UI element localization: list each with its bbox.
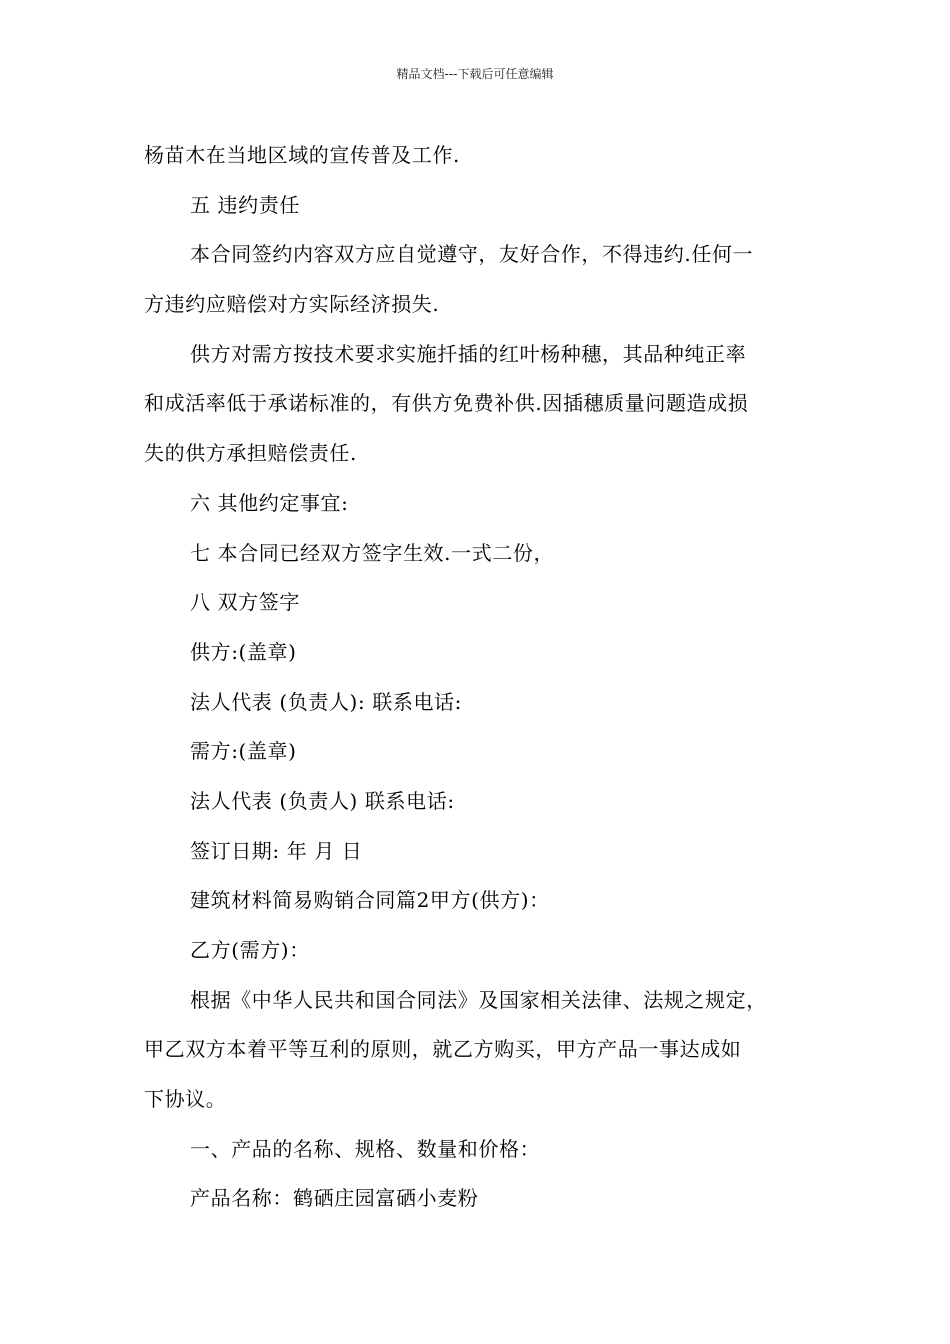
buyer-seal-line: 需方:(盖章) bbox=[190, 739, 297, 764]
supplier-seal-line: 供方:(盖章) bbox=[190, 639, 297, 664]
contract-2-title-line: 建筑材料简易购销合同篇2甲方(供方)： bbox=[190, 888, 550, 913]
section-heading-7: 七 本合同已经双方签字生效.一式二份， bbox=[190, 540, 555, 565]
signing-date-line: 签订日期: 年 月 日 bbox=[190, 838, 363, 863]
text-line: 本合同签约内容双方应自觉遵守，友好合作，不得违约.任何一 bbox=[190, 242, 754, 267]
text-line: 甲乙双方本着平等互利的原则，就乙方购买，甲方产品一事达成如 bbox=[144, 1037, 742, 1062]
supplier-representative-line: 法人代表 (负责人): 联系电话: bbox=[190, 689, 462, 714]
section-heading-6: 六 其他约定事宜: bbox=[190, 490, 349, 515]
text-line: 方违约应赔偿对方实际经济损失. bbox=[144, 292, 440, 317]
party-b-line: 乙方(需方)： bbox=[190, 938, 310, 962]
page-header: 精品文档---下载后可任意编辑 bbox=[396, 67, 554, 81]
product-name-line: 产品名称：鹤硒庄园富硒小麦粉 bbox=[190, 1186, 479, 1211]
text-line: 失的供方承担赔偿责任. bbox=[144, 441, 357, 466]
section-heading-1: 一、产品的名称、规格、数量和价格： bbox=[190, 1136, 541, 1161]
text-line: 杨苗木在当地区域的宣传普及工作. bbox=[144, 143, 460, 167]
text-line: 下协议。 bbox=[144, 1087, 227, 1112]
text-line: 根据《中华人民共和国合同法》及国家相关法律、法规之规定， bbox=[190, 987, 767, 1012]
text-line: 供方对需方按技术要求实施扦插的红叶杨种穗，其品种纯正率 bbox=[190, 341, 747, 366]
text-line: 和成活率低于承诺标准的，有供方免费补供.因插穗质量问题造成损 bbox=[144, 391, 749, 416]
document-body bbox=[144, 131, 814, 1224]
section-heading-5: 五 违约责任 bbox=[190, 192, 300, 217]
buyer-representative-line: 法人代表 (负责人) 联系电话: bbox=[190, 788, 455, 813]
section-heading-8: 八 双方签字 bbox=[190, 590, 300, 615]
